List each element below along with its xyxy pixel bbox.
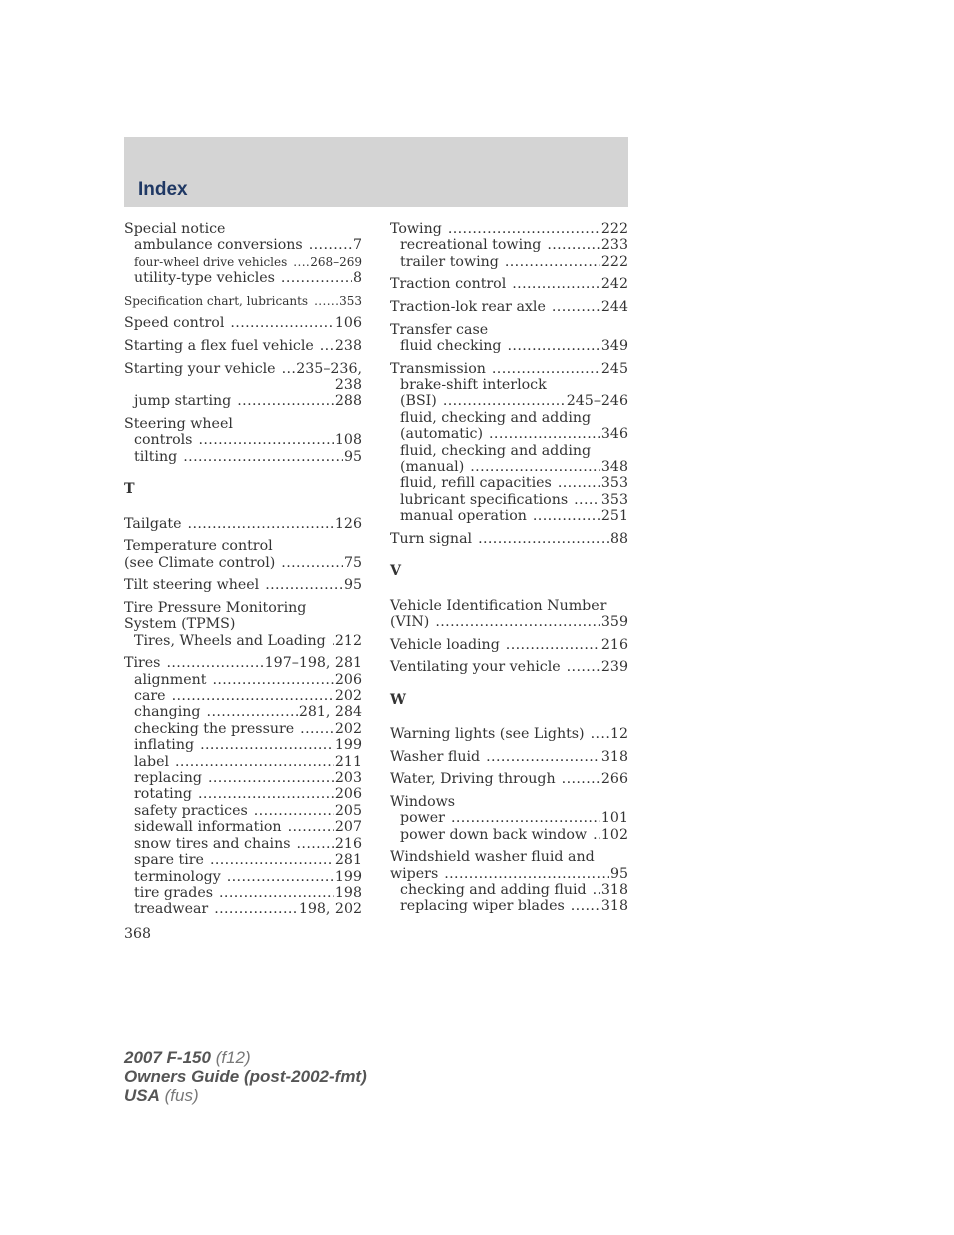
- index-term: Speed control: [124, 315, 225, 332]
- page-ref: 266: [600, 771, 628, 788]
- index-line: [124, 538, 362, 554]
- index-line: [124, 315, 362, 331]
- index-term: jump starting: [134, 393, 232, 410]
- dot-leader: [448, 221, 600, 237]
- dot-leader: [512, 276, 600, 292]
- index-entry: [124, 516, 362, 532]
- page-ref: 235–236,: [296, 360, 362, 377]
- index-term: Traction-lok rear axle: [390, 299, 546, 315]
- index-line: [124, 852, 362, 868]
- index-line: [390, 443, 628, 459]
- index-line: [390, 882, 628, 898]
- page-ref: 244: [600, 299, 628, 315]
- index-line: [124, 616, 362, 632]
- index-term: Water, Driving through: [390, 771, 556, 788]
- page-number: 368: [124, 926, 152, 942]
- index-line: [124, 704, 362, 720]
- index-term: Ventilating your vehicle: [390, 659, 561, 676]
- page-ref: 88: [609, 530, 628, 547]
- index-term: Windows: [390, 793, 456, 810]
- index-line: [390, 827, 628, 843]
- index-term: safety practices: [134, 802, 248, 819]
- page-ref: 353: [339, 293, 362, 308]
- page-ref: 245: [600, 360, 628, 377]
- page-ref: 207: [334, 819, 362, 836]
- index-entry: [390, 794, 628, 843]
- index-line: [390, 531, 628, 547]
- index-entry: [124, 655, 362, 918]
- index-entry: [390, 749, 628, 765]
- index-term: Temperature control: [124, 538, 273, 555]
- dot-leader: [552, 299, 600, 315]
- index-line: [124, 270, 362, 286]
- index-line: [124, 688, 362, 704]
- index-line: [390, 459, 628, 475]
- footer-model-code: (f12): [215, 1048, 251, 1067]
- index-term: trailer towing: [400, 253, 499, 270]
- index-term: Towing: [390, 221, 442, 237]
- index-term: four-wheel drive vehicles: [134, 254, 288, 269]
- page-ref: 222: [600, 221, 628, 237]
- dot-leader: [254, 803, 334, 819]
- index-line: [124, 254, 362, 270]
- index-term: alignment: [134, 671, 207, 688]
- page-ref: 7: [352, 237, 362, 254]
- dot-leader: [443, 393, 566, 409]
- index-term: checking and adding fluid: [400, 882, 587, 899]
- footer-region-code: (fus): [164, 1086, 199, 1105]
- index-line: [124, 432, 362, 448]
- index-line: [390, 254, 628, 270]
- dot-leader: [320, 338, 334, 354]
- index-line: [390, 849, 628, 865]
- index-term: snow tires and chains: [134, 835, 291, 852]
- dot-leader: [492, 361, 600, 377]
- index-term: Windshield washer fluid and: [390, 849, 595, 866]
- dot-leader: [309, 237, 352, 253]
- index-term: power down back window: [400, 826, 588, 843]
- index-line: [124, 655, 362, 671]
- page-ref: 95: [343, 448, 362, 465]
- page-ref: 106: [334, 315, 362, 332]
- page-ref: 12: [609, 726, 628, 743]
- dot-leader: [562, 771, 600, 787]
- index-term: treadwear: [134, 901, 209, 918]
- dot-leader: [207, 704, 298, 720]
- dot-leader: [198, 786, 334, 802]
- index-line: [124, 836, 362, 852]
- dot-leader: [281, 555, 343, 571]
- index-line: [390, 508, 628, 524]
- page-ref: 222: [600, 253, 628, 270]
- index-term: recreational towing: [400, 237, 542, 254]
- index-line: [390, 659, 628, 675]
- page-ref: 288: [334, 393, 362, 410]
- index-term: Transmission: [390, 360, 486, 377]
- index-term: Tailgate: [124, 515, 182, 532]
- index-line: [390, 492, 628, 508]
- page-ref: 239: [600, 659, 628, 676]
- index-column-right: [390, 221, 628, 921]
- index-term: terminology: [134, 868, 221, 885]
- page-ref: 211: [334, 753, 362, 770]
- section-letter: T: [124, 481, 135, 498]
- index-line: [390, 410, 628, 426]
- dot-leader: [505, 254, 600, 270]
- index-term: power: [400, 810, 445, 827]
- index-term: Vehicle Identification Number: [390, 597, 607, 614]
- index-term: (see Climate control): [124, 554, 276, 571]
- section-letter: W: [390, 691, 406, 708]
- index-line: [390, 393, 628, 409]
- index-term: tilting: [134, 448, 178, 465]
- index-term: checking the pressure: [134, 720, 295, 737]
- page-ref: 318: [600, 748, 628, 765]
- index-line: [124, 786, 362, 802]
- index-entry: [390, 276, 628, 292]
- page-ref: 281, 284: [298, 704, 362, 721]
- index-entry: [124, 315, 362, 331]
- index-term: wipers: [390, 865, 439, 882]
- page-ref-continued: 238: [334, 377, 362, 393]
- index-entry: [390, 361, 628, 525]
- index-line: [390, 475, 628, 491]
- index-line: [390, 866, 628, 882]
- index-term: fluid, refill capacities: [400, 475, 552, 492]
- index-term: care: [134, 688, 166, 705]
- page-ref: 197–198, 281: [264, 655, 362, 672]
- dot-leader: [175, 754, 334, 770]
- index-line: [390, 322, 628, 338]
- dot-leader: [227, 869, 334, 885]
- index-line: [124, 449, 362, 465]
- index-term: System (TPMS): [124, 616, 236, 633]
- dot-leader: [293, 254, 309, 270]
- index-entry: [390, 771, 628, 787]
- dot-leader: [593, 882, 600, 898]
- index-term: rotating: [134, 786, 192, 803]
- dot-leader: [444, 866, 609, 882]
- page-ref: 205: [334, 802, 362, 819]
- index-term: Vehicle loading: [390, 636, 500, 653]
- index-entry: [124, 577, 362, 593]
- index-term: Turn signal: [390, 530, 473, 547]
- page-ref: 359: [600, 614, 628, 631]
- index-line: [124, 600, 362, 616]
- page-ref: 199: [334, 737, 362, 754]
- index-term: changing: [134, 704, 201, 721]
- index-line: [390, 614, 628, 630]
- page-ref: 202: [334, 720, 362, 737]
- index-term: brake-shift interlock: [400, 377, 547, 393]
- dot-leader: [547, 237, 600, 253]
- index-entry: [124, 361, 362, 410]
- dot-leader: [282, 361, 296, 377]
- page-ref: 349: [600, 338, 628, 354]
- index-line: [390, 299, 628, 315]
- index-term: spare tire: [134, 852, 204, 869]
- index-line: [390, 426, 628, 442]
- index-term: Steering wheel: [124, 416, 233, 432]
- index-entry: [390, 659, 628, 675]
- section-letter: V: [390, 563, 402, 580]
- index-line: [124, 721, 362, 737]
- index-line: [124, 221, 362, 237]
- footer-guide: Owners Guide (post-2002-fmt): [124, 1067, 367, 1086]
- index-line: [124, 633, 362, 649]
- index-term: fluid, checking and adding: [400, 409, 592, 426]
- page-ref: 346: [600, 426, 628, 443]
- dot-leader: [208, 770, 334, 786]
- index-line: [390, 338, 628, 354]
- dot-leader: [506, 637, 600, 653]
- index-entry: [390, 637, 628, 653]
- index-line: [124, 293, 362, 309]
- page-ref: 95: [343, 577, 362, 594]
- index-term: lubricant specifications: [400, 491, 569, 508]
- page-ref: 353: [600, 475, 628, 492]
- page-ref: 202: [334, 688, 362, 705]
- index-line: [124, 803, 362, 819]
- dot-leader: [574, 492, 600, 508]
- index-line: [124, 393, 362, 409]
- dot-leader: [237, 393, 334, 409]
- index-term: Tires, Wheels and Loading: [134, 632, 326, 649]
- dot-leader: [230, 315, 334, 331]
- index-term: tire grades: [134, 884, 214, 901]
- index-term: inflating: [134, 737, 195, 754]
- footer-line-3: [124, 1086, 367, 1105]
- index-line: [124, 672, 362, 688]
- dot-leader: [288, 819, 334, 835]
- footer-line-1: [124, 1048, 367, 1067]
- index-line: [124, 416, 362, 432]
- index-term: Washer fluid: [390, 748, 481, 765]
- index-term: (VIN): [390, 614, 430, 631]
- index-line: [390, 794, 628, 810]
- index-column-left: [124, 221, 362, 924]
- dot-leader: [198, 432, 333, 448]
- page-ref: 75: [343, 554, 362, 571]
- index-term: Traction control: [390, 276, 507, 293]
- dot-leader: [332, 633, 334, 649]
- index-entry: [124, 600, 362, 649]
- index-entry: [390, 299, 628, 315]
- index-term: replacing: [134, 770, 202, 787]
- page-ref: 318: [600, 882, 628, 899]
- index-term: fluid, checking and adding: [400, 442, 592, 459]
- dot-leader: [571, 898, 600, 914]
- index-line: [124, 869, 362, 885]
- index-term: Warning lights (see Lights): [390, 726, 585, 743]
- index-line: [390, 276, 628, 292]
- dot-leader: [314, 293, 338, 309]
- index-term: replacing wiper blades: [400, 898, 565, 915]
- dot-leader: [591, 726, 609, 742]
- dot-leader: [567, 659, 600, 675]
- index-line: [124, 361, 362, 377]
- page-ref: 212: [334, 632, 362, 649]
- index-line: [124, 577, 362, 593]
- index-term: fluid checking: [400, 338, 502, 354]
- page-ref: 233: [600, 237, 628, 254]
- index-line: [124, 885, 362, 901]
- footer: [124, 1048, 367, 1105]
- index-line: [390, 361, 628, 377]
- index-entry: [390, 322, 628, 355]
- page-title: Index: [138, 179, 188, 200]
- dot-leader: [470, 459, 600, 475]
- page-ref: 348: [600, 459, 628, 476]
- index-line: [124, 338, 362, 354]
- index-line: [390, 221, 628, 237]
- index-entry: [124, 416, 362, 465]
- index-line: [124, 901, 362, 917]
- page-ref: 216: [600, 636, 628, 653]
- index-line: [390, 637, 628, 653]
- page-ref: 203: [334, 770, 362, 787]
- page-ref: 268–269: [310, 254, 362, 269]
- dot-leader: [593, 827, 600, 843]
- index-term: (manual): [400, 459, 465, 476]
- dot-leader: [300, 721, 334, 737]
- page-ref: 206: [334, 786, 362, 803]
- index-term: Special notice: [124, 221, 226, 237]
- dot-leader: [210, 852, 334, 868]
- index-line: [124, 737, 362, 753]
- index-entry: [390, 531, 628, 547]
- dot-leader: [281, 270, 352, 286]
- dot-leader: [200, 737, 334, 753]
- index-line: [390, 377, 628, 393]
- page-ref: 198: [334, 884, 362, 901]
- index-term: Specification chart, lubricants: [124, 293, 309, 308]
- page-ref: 198, 202: [298, 901, 362, 918]
- index-term: controls: [134, 432, 193, 449]
- dot-leader: [188, 516, 334, 532]
- dot-leader: [478, 531, 609, 547]
- dot-leader: [486, 749, 600, 765]
- dot-leader: [451, 810, 600, 826]
- page-ref: 199: [334, 868, 362, 885]
- index-term: utility-type vehicles: [134, 270, 275, 287]
- page-ref: 108: [334, 432, 362, 449]
- footer-line-2: [124, 1067, 367, 1086]
- page-ref: 238: [334, 338, 362, 354]
- index-term: (automatic): [400, 426, 484, 443]
- dot-leader: [533, 508, 600, 524]
- page-ref: 95: [609, 865, 628, 882]
- index-line: [390, 598, 628, 614]
- dot-leader: [212, 672, 333, 688]
- page-ref: 206: [334, 671, 362, 688]
- index-term: Tilt steering wheel: [124, 577, 260, 594]
- index-line: [390, 237, 628, 253]
- dot-leader: [558, 475, 600, 491]
- footer-region: USA: [124, 1086, 160, 1105]
- dot-leader: [166, 655, 263, 671]
- index-line: [124, 555, 362, 571]
- dot-leader: [265, 577, 343, 593]
- index-line: [390, 726, 628, 742]
- index-entry: [390, 726, 628, 742]
- page-ref: 251: [600, 508, 628, 525]
- index-term: label: [134, 753, 170, 770]
- dot-leader: [508, 338, 600, 354]
- index-entry: [390, 598, 628, 631]
- index-line: [390, 810, 628, 826]
- footer-model: 2007 F-150: [124, 1048, 211, 1067]
- page-ref: 102: [600, 826, 628, 843]
- page-ref: 281: [334, 852, 362, 869]
- index-entry: [124, 538, 362, 571]
- index-line: [124, 770, 362, 786]
- index-entry: [124, 338, 362, 354]
- index-entry: [390, 849, 628, 915]
- index-term: (BSI): [400, 393, 437, 410]
- header-band: [124, 137, 628, 207]
- index-line: [124, 237, 362, 253]
- index-term: Starting your vehicle: [124, 360, 276, 377]
- index-term: ambulance conversions: [134, 237, 303, 254]
- dot-leader: [219, 885, 334, 901]
- index-term: Transfer case: [390, 321, 489, 338]
- index-entry: [390, 221, 628, 270]
- index-line: [124, 754, 362, 770]
- index-entry: [124, 221, 362, 287]
- page-ref: 353: [600, 491, 628, 508]
- index-line: [124, 516, 362, 532]
- dot-leader: [435, 614, 600, 630]
- index-term: Tires: [124, 655, 161, 672]
- page-ref: 216: [334, 835, 362, 852]
- index-line: [390, 898, 628, 914]
- page-ref: 8: [352, 270, 362, 287]
- dot-leader: [214, 901, 298, 917]
- index-line: [390, 749, 628, 765]
- index-line: [124, 819, 362, 835]
- page-ref: 245–246: [566, 393, 628, 410]
- dot-leader: [183, 449, 343, 465]
- index-term: Tire Pressure Monitoring: [124, 599, 307, 616]
- index-entry: [124, 293, 362, 309]
- page-ref: 101: [600, 810, 628, 827]
- index-term: Starting a flex fuel vehicle: [124, 338, 314, 354]
- index-term: sidewall information: [134, 819, 282, 836]
- index-term: manual operation: [400, 508, 527, 525]
- dot-leader: [489, 426, 600, 442]
- dot-leader: [297, 836, 334, 852]
- page-ref: 318: [600, 898, 628, 915]
- page-ref: 242: [600, 276, 628, 293]
- dot-leader: [172, 688, 334, 704]
- page-ref: 126: [334, 515, 362, 532]
- index-line: [390, 771, 628, 787]
